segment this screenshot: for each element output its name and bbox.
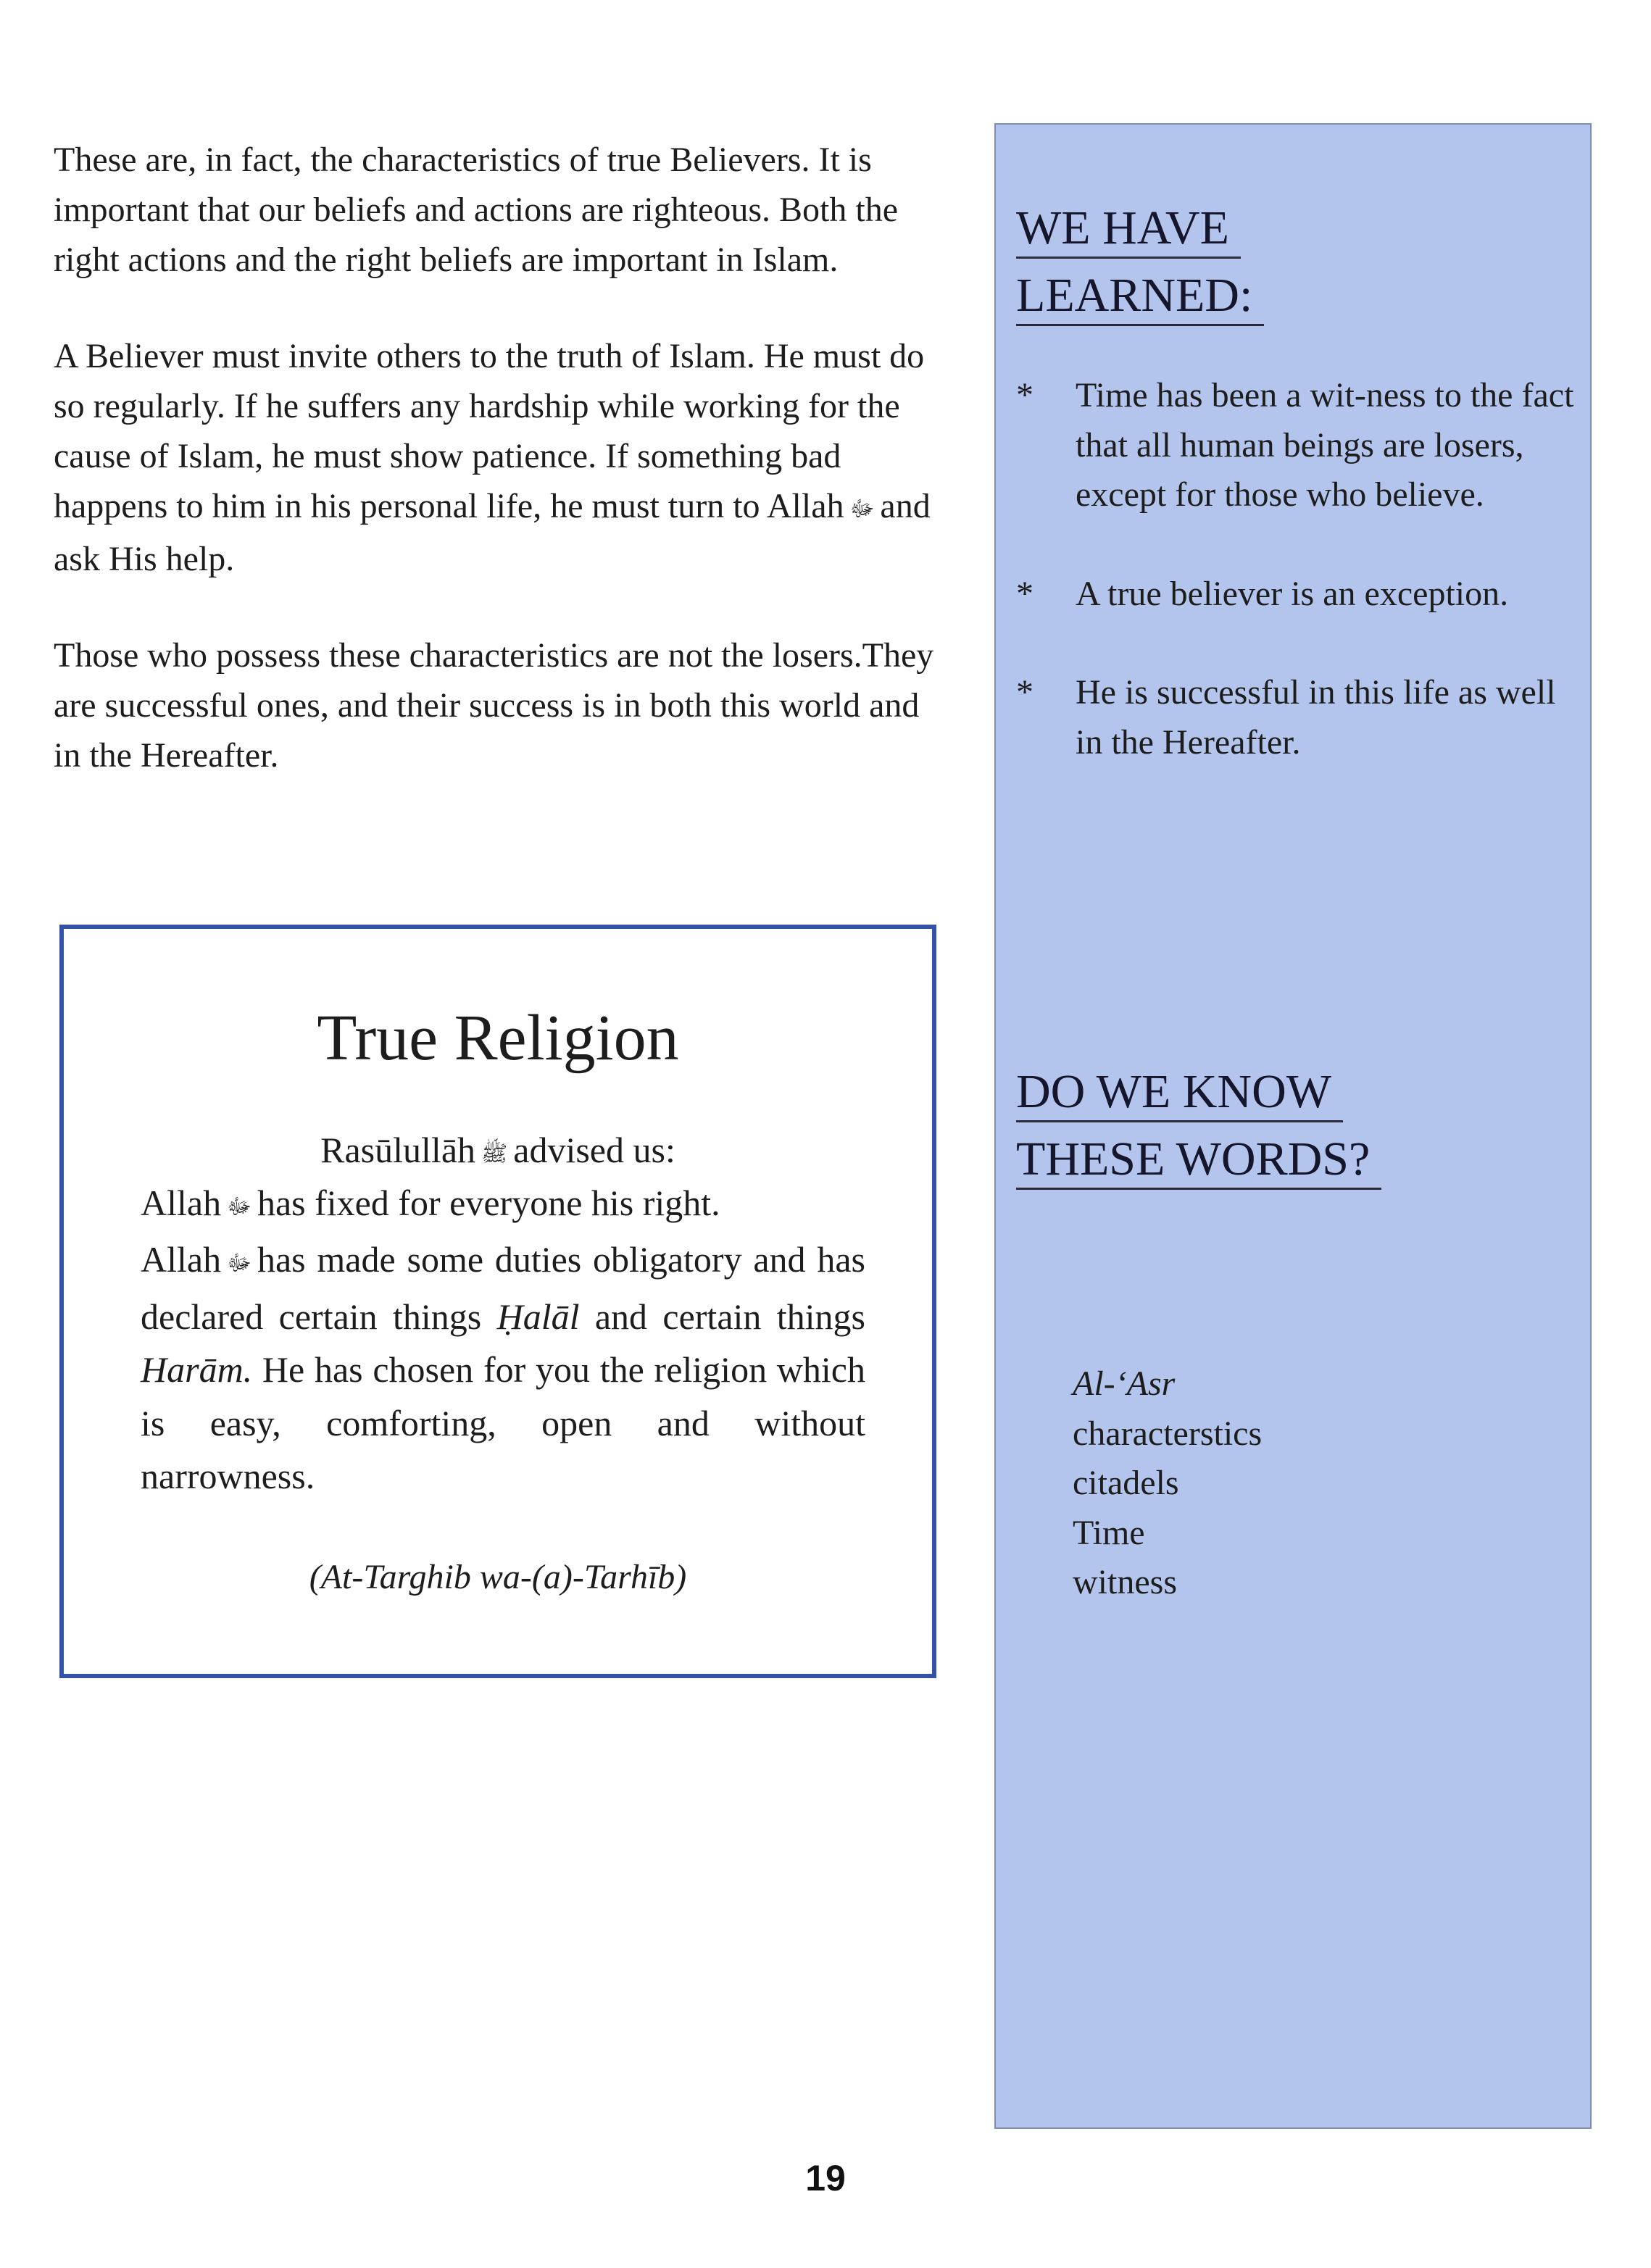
paragraph-success: Those who possess these characteristics are not the losers.They are successful ones, and their success is in both this world and in the Hereafter.: [54, 636, 934, 775]
page-number: 19: [805, 2158, 846, 2198]
vocabulary-word: citadels: [1073, 1464, 1179, 1502]
line-mid: and certain things: [594, 1296, 865, 1337]
true-religion-box: [59, 925, 936, 1678]
line1-after: has fixed for everyone his right.: [257, 1183, 720, 1223]
learned-heading-line2: LEARNED:: [1016, 267, 1264, 326]
paragraph-invite-text: A Believer must invite others to the truth of Islam. He must do so regularly. If he suffers any hardship while working for the cause of Islam, he must show patience. If something bad happens to him in his personal life, he must turn to Allah: [54, 337, 925, 525]
sidebar: [994, 123, 1592, 2129]
honorific-prophet-icon: ﷺ: [481, 1141, 508, 1167]
vocabulary-word: Time: [1073, 1513, 1145, 1552]
honorific-allah-icon: ﷻ: [849, 496, 875, 522]
vocabulary-list: [1073, 1359, 1262, 1608]
haram-term: Harām.: [141, 1349, 253, 1391]
paragraph-invite: [54, 331, 952, 584]
main-text: [54, 135, 952, 827]
halal-term: Ḥalāl: [496, 1296, 580, 1337]
box-intro-before: Rasūlullāh: [320, 1130, 476, 1170]
words-heading: [1016, 1061, 1381, 1196]
learned-item: [1016, 570, 1581, 620]
asterisk-icon: *: [1016, 673, 1034, 712]
line1-before: Allah: [141, 1183, 222, 1223]
learned-heading-line1: WE HAVE: [1016, 200, 1241, 259]
words-heading-line1: DO WE KNOW: [1016, 1064, 1343, 1122]
box-source: (At-Targhib wa-(a)-Tarhīb): [309, 1558, 687, 1596]
learned-list: [1016, 371, 1581, 817]
paragraph-invite-tail: and ask His help.: [54, 487, 931, 579]
learned-heading: [1016, 197, 1264, 332]
box-hadith-text: [141, 1177, 865, 1504]
vocabulary-word: witness: [1073, 1563, 1177, 1601]
line-rest: He has chosen for you the religion which is easy, comforting, open and without narrowness.: [141, 1349, 865, 1497]
learned-item: [1016, 371, 1581, 520]
box-title: True Religion: [317, 1002, 679, 1074]
asterisk-icon: *: [1016, 574, 1034, 613]
box-intro: [64, 1123, 932, 1181]
learned-item-text: He is successful in this life as well in the Hereafter.: [1076, 673, 1556, 762]
vocabulary-word: characterstics: [1073, 1414, 1263, 1453]
words-heading-line2: THESE WORDS?: [1016, 1131, 1381, 1190]
paragraph-characteristics: These are, in fact, the characteristics of true Believers. It is important that our beliefs and actions are righteous. Both the right actions and the right beliefs are important in Islam.: [54, 141, 899, 279]
learned-item-text: A true believer is an exception.: [1076, 574, 1509, 613]
vocabulary-word: Al-‘Asr: [1073, 1364, 1176, 1403]
line2-after: has made some duties obligatory and has declared certain things: [141, 1239, 865, 1337]
honorific-allah-icon: ﷻ: [227, 1193, 251, 1220]
learned-item: [1016, 668, 1581, 767]
asterisk-icon: *: [1016, 376, 1034, 414]
learned-item-text: Time has been a wit-ness to the fact that all human beings are losers, except for those who believe.: [1076, 376, 1574, 514]
honorific-allah-icon: ﷻ: [227, 1251, 251, 1277]
line2-before: Allah: [141, 1239, 222, 1280]
box-intro-after: advised us:: [513, 1130, 675, 1170]
